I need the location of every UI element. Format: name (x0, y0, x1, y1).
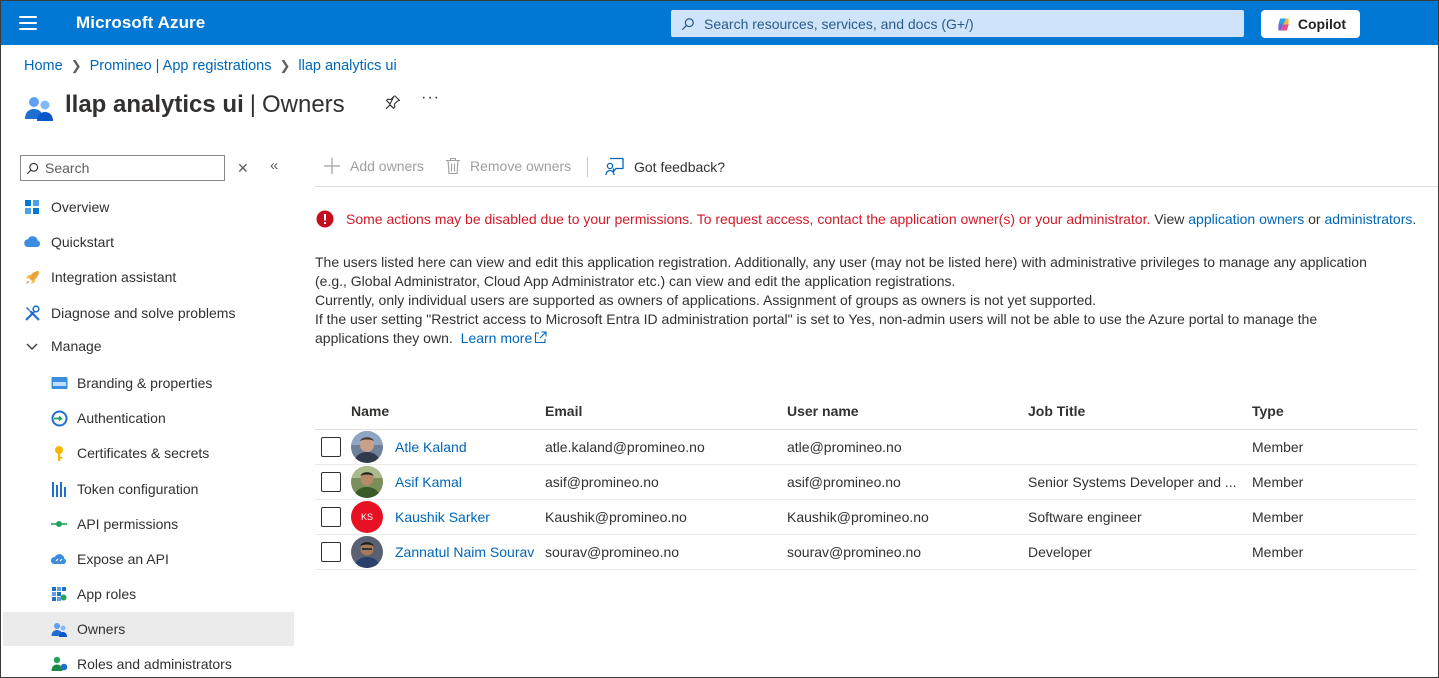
row-checkbox[interactable] (321, 542, 341, 562)
owner-username: atle@promineo.no (787, 439, 902, 455)
row-checkbox[interactable] (321, 507, 341, 527)
nav-item-label: Branding & properties (77, 375, 213, 391)
nav-item-label: Diagnose and solve problems (51, 305, 236, 321)
column-header-name[interactable]: Name (351, 403, 390, 419)
nav-item-label: Quickstart (51, 234, 115, 250)
nav-item-label: Expose an API (77, 551, 169, 567)
avatar (351, 466, 383, 498)
administrators-link[interactable]: administrators (1324, 211, 1413, 227)
owner-name-link[interactable]: Asif Kamal (395, 474, 462, 490)
trash-icon (445, 157, 461, 175)
copilot-icon (1275, 16, 1292, 33)
chevron-down-icon (25, 339, 39, 353)
description-line: Currently, only individual users are supported as owners of applications. Assignment of groups as owners is not yet supported. (315, 292, 1097, 308)
add-owners-label: Add owners (350, 158, 424, 174)
page-title (65, 91, 345, 119)
nav-item-label: Owners (77, 621, 126, 637)
description-line: (e.g., Global Administrator, Cloud App Administrator etc.) can view and edit the application registrations. (315, 273, 956, 289)
owner-email: Kaushik@promineo.no (545, 509, 687, 525)
nav-item-owners[interactable] (3, 612, 294, 646)
owners-icon (23, 93, 55, 123)
more-options-icon[interactable]: ··· (421, 89, 440, 106)
nav-item-label: API permissions (77, 516, 179, 532)
breadcrumb-chevron-icon: ❯ (70, 58, 82, 73)
nav-item-branding[interactable] (3, 366, 294, 400)
feedback-button[interactable] (605, 157, 725, 176)
nav-item-roles-administrators[interactable] (3, 647, 294, 678)
owner-type: Member (1252, 474, 1304, 490)
nav-item-overview[interactable] (3, 190, 294, 224)
avatar (351, 431, 383, 463)
api-permissions-icon (50, 515, 68, 533)
rocket-icon (23, 268, 41, 286)
token-icon (50, 480, 68, 498)
authentication-icon (50, 409, 68, 427)
permission-warning (316, 210, 1416, 228)
nav-item-diagnose[interactable] (3, 296, 294, 330)
nav-item-label: Integration assistant (51, 269, 177, 285)
page-title-app: llap analytics ui (65, 91, 244, 118)
owner-job-title: Senior Systems Developer and ... (1028, 474, 1237, 490)
learn-more-link[interactable] (461, 330, 548, 346)
key-icon (50, 444, 68, 462)
table-row[interactable] (315, 430, 1417, 465)
column-header-email[interactable]: Email (545, 403, 583, 419)
global-search-input[interactable] (671, 10, 1244, 37)
collapse-nav-icon[interactable]: « (270, 157, 279, 174)
owner-username: asif@promineo.no (787, 474, 901, 490)
nav-item-label: Authentication (77, 410, 166, 426)
column-header-type[interactable]: Type (1252, 403, 1284, 419)
app-roles-icon (50, 585, 68, 603)
breadcrumb-chevron-icon: ❯ (279, 58, 291, 73)
wrench-icon (23, 304, 41, 322)
nav-item-label: Certificates & secrets (77, 445, 210, 461)
owner-email: sourav@promineo.no (545, 544, 680, 560)
owner-name-link[interactable]: Zannatul Naim Sourav (395, 544, 535, 560)
row-checkbox[interactable] (321, 437, 341, 457)
description-line: applications they own. (315, 330, 453, 346)
external-link-icon (534, 331, 547, 344)
description-line-last (315, 329, 1425, 348)
top-bar (1, 1, 1438, 45)
plus-icon (323, 157, 341, 175)
owner-email: asif@promineo.no (545, 474, 659, 490)
page-title-separator: | (249, 91, 256, 118)
feedback-label: Got feedback? (634, 158, 726, 175)
table-row[interactable] (315, 465, 1417, 500)
nav-group-label: Manage (51, 338, 102, 354)
nav-item-quickstart[interactable] (3, 225, 294, 259)
pin-icon[interactable] (385, 94, 401, 110)
owner-type: Member (1252, 544, 1304, 560)
owner-username: Kaushik@promineo.no (787, 509, 929, 525)
search-icon (681, 17, 695, 31)
column-header-job-title[interactable]: Job Title (1028, 403, 1086, 419)
breadcrumb-app[interactable]: llap analytics ui (298, 58, 397, 74)
brand-title[interactable]: Microsoft Azure (76, 13, 206, 32)
search-placeholder: Search resources, services, and docs (G+/) (704, 15, 974, 32)
nav-item-integration-assistant[interactable] (3, 260, 294, 294)
nav-item-expose-api[interactable] (3, 542, 294, 576)
owner-email: atle.kaland@promineo.no (545, 439, 705, 455)
nav-item-app-roles[interactable] (3, 577, 294, 611)
add-owners-button[interactable] (323, 157, 424, 175)
nav-search-placeholder: Search (45, 160, 90, 176)
learn-more-label: Learn more (460, 330, 533, 346)
breadcrumb-app-registrations[interactable]: Promineo | App registrations (89, 58, 272, 74)
quickstart-icon (23, 233, 41, 251)
toolbar-divider (587, 157, 588, 177)
remove-owners-label: Remove owners (470, 158, 572, 174)
warning-or-text: or (1304, 211, 1325, 227)
cloud-icon (50, 550, 68, 568)
nav-item-token-configuration[interactable] (3, 472, 294, 506)
owner-job-title: Software engineer (1028, 509, 1142, 525)
description-line: The users listed here can view and edit this application registration. Additionally, any user (may not be listed here) with administrative privileges to manage any application (315, 254, 1367, 270)
copilot-button[interactable] (1261, 10, 1360, 38)
table-header (315, 393, 1417, 430)
owners-icon (50, 620, 68, 638)
command-bar (315, 151, 1439, 187)
overview-icon (23, 198, 41, 216)
page-title-section: Owners (261, 91, 345, 118)
nav-item-label: Overview (51, 199, 110, 215)
nav-item-api-permissions[interactable] (3, 507, 294, 541)
owner-job-title: Developer (1028, 544, 1092, 560)
warning-text: Some actions may be disabled due to your permissions. To request access, contact the application owner(s) or your administrator. (346, 211, 1151, 227)
feedback-icon (605, 157, 625, 176)
owner-name-link[interactable]: Atle Kaland (395, 439, 467, 455)
warning-view-text: View (1150, 211, 1189, 227)
table-row[interactable] (315, 535, 1417, 570)
nav-group-manage[interactable] (3, 329, 294, 363)
nav-item-label: App roles (77, 586, 137, 602)
owner-type: Member (1252, 439, 1304, 455)
clear-search-icon[interactable]: ✕ (237, 160, 249, 176)
branding-icon (50, 374, 68, 392)
hamburger-menu-icon[interactable] (19, 16, 37, 30)
row-checkbox[interactable] (321, 472, 341, 492)
roles-icon (50, 655, 68, 673)
breadcrumb-home[interactable]: Home (24, 58, 63, 74)
owners-table (315, 393, 1417, 570)
nav-item-authentication[interactable] (3, 401, 294, 435)
nav-item-certificates[interactable] (3, 436, 294, 470)
nav-item-label: Roles and administrators (77, 656, 232, 672)
description-line: If the user setting "Restrict access to Microsoft Entra ID administration portal" is set to Yes, non-admin users will not be able to use the Azure portal to manage the (315, 311, 1318, 327)
avatar: KS (351, 501, 383, 533)
owner-username: sourav@promineo.no (787, 544, 922, 560)
application-owners-link[interactable]: application owners (1188, 211, 1305, 227)
avatar (351, 536, 383, 568)
owner-type: Member (1252, 509, 1304, 525)
copilot-label: Copilot (1297, 16, 1347, 32)
page-header (23, 87, 440, 123)
column-header-username[interactable]: User name (787, 403, 859, 419)
owner-name-link[interactable]: Kaushik Sarker (395, 509, 490, 525)
table-row[interactable] (315, 500, 1417, 535)
search-icon (26, 162, 39, 175)
remove-owners-button[interactable] (445, 157, 571, 175)
owners-description (315, 253, 1425, 348)
nav-item-label: Token configuration (77, 481, 199, 497)
warning-period: . (1412, 211, 1417, 227)
error-icon (316, 210, 334, 228)
breadcrumb (24, 58, 397, 74)
nav-search-input[interactable] (20, 155, 225, 181)
